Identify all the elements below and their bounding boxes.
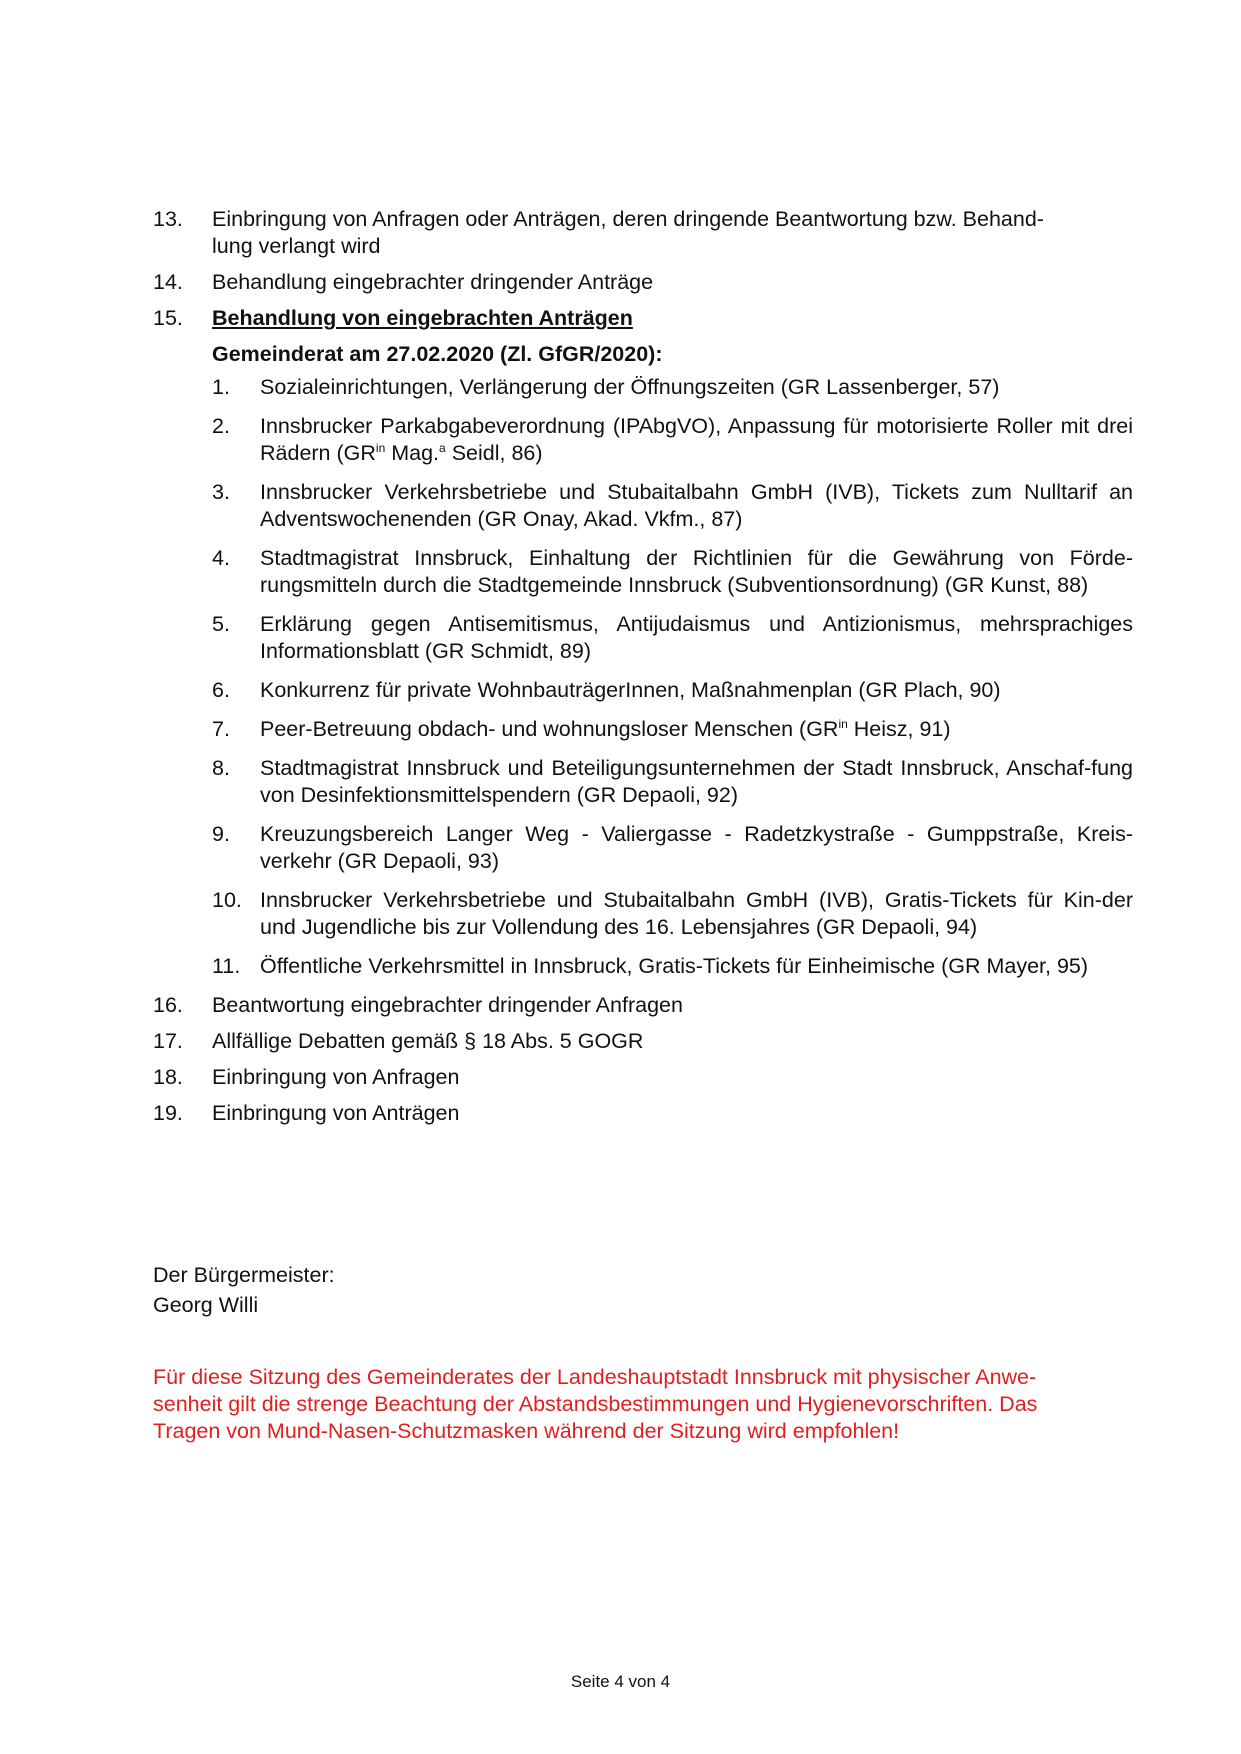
motion-item bbox=[212, 611, 1133, 665]
agenda-item-16 bbox=[153, 992, 1133, 1019]
motion-item bbox=[212, 821, 1133, 875]
agenda-text: Einbringung von Anfragen oder Anträgen, deren dringende Beantwortung bzw. Behand- lung verlangt wird bbox=[212, 207, 1044, 258]
agenda-number: 19. bbox=[153, 1101, 183, 1125]
motion-item bbox=[212, 374, 1133, 401]
signature-block bbox=[153, 1260, 335, 1320]
agenda-text: Einbringung von Anträgen bbox=[212, 1101, 460, 1125]
agenda-text: Beantwortung eingebrachter dringender Anfragen bbox=[212, 993, 683, 1017]
motion-text: Konkurrenz für private WohnbauträgerInnen, Maßnahmenplan (GR Plach, 90) bbox=[260, 678, 1001, 702]
agenda-number: 18. bbox=[153, 1065, 183, 1089]
agenda-item-14 bbox=[153, 269, 1133, 296]
agenda-number: 13. bbox=[153, 207, 183, 231]
agenda-number: 16. bbox=[153, 993, 183, 1017]
motion-number: 6. bbox=[212, 678, 230, 702]
signature-name: Georg Willi bbox=[153, 1293, 259, 1317]
agenda-heading: Behandlung von eingebrachten Anträgen bbox=[212, 306, 633, 330]
motion-number: 9. bbox=[212, 822, 230, 846]
agenda-number: 15. bbox=[153, 306, 183, 330]
motion-text: Sozialeinrichtungen, Verlängerung der Öffnungszeiten (GR Lassenberger, 57) bbox=[260, 375, 1000, 399]
motion-number: 5. bbox=[212, 612, 230, 636]
motion-number: 2. bbox=[212, 414, 230, 438]
motion-item bbox=[212, 677, 1133, 704]
motion-text: Innsbrucker Verkehrsbetriebe und Stubaitalbahn GmbH (IVB), Tickets zum Nulltarif an Adventswochenenden (GR Onay, Akad. Vkfm., 87) bbox=[260, 480, 1133, 531]
agenda-text: Behandlung eingebrachter dringender Anträge bbox=[212, 270, 654, 294]
motion-text: Erklärung gegen Antisemitismus, Antijudaismus und Antizionismus, mehrsprachiges Informationsblatt (GR Schmidt, 89) bbox=[260, 612, 1133, 663]
motion-item bbox=[212, 545, 1133, 599]
motion-list bbox=[212, 374, 1133, 980]
hygiene-notice: Für diese Sitzung des Gemeinderates der Landeshauptstadt Innsbruck mit physischer Anwe-senheit gilt die strenge Beachtung der Abstandsbestimmungen und Hygienevorschriften. Das Tragen von Mund-Nasen-Schutzmasken während der Sitzung wird empfohlen! bbox=[153, 1365, 1038, 1443]
motion-number: 1. bbox=[212, 375, 230, 399]
motion-item bbox=[212, 755, 1133, 809]
motion-text: Öffentliche Verkehrsmittel in Innsbruck, Gratis-Tickets für Einheimische (GR Mayer, 95) bbox=[260, 954, 1089, 978]
agenda-item-19 bbox=[153, 1100, 1133, 1127]
motion-item bbox=[212, 716, 1133, 743]
agenda-item-15 bbox=[153, 305, 1133, 332]
motion-number: 8. bbox=[212, 756, 230, 780]
agenda-item-17 bbox=[153, 1028, 1133, 1055]
motion-item bbox=[212, 887, 1133, 941]
motion-text: Kreuzungsbereich Langer Weg - Valiergasse - Radetzkystraße - Gumppstraße, Kreis-verkehr (GR Depaoli, 93) bbox=[260, 822, 1133, 873]
motion-number: 11. bbox=[212, 954, 241, 978]
agenda-text: Einbringung von Anfragen bbox=[212, 1065, 460, 1089]
motion-text: Peer-Betreuung obdach- und wohnungsloser Menschen ($GR^{in}$ Heisz, 91) bbox=[260, 716, 951, 741]
page-number: Seite 4 von 4 bbox=[570, 1672, 671, 1691]
agenda-number: 17. bbox=[153, 1029, 183, 1053]
motion-number: 10. bbox=[212, 888, 242, 912]
motion-text: Innsbrucker Verkehrsbetriebe und Stubaitalbahn GmbH (IVB), Gratis-Tickets für Kin-der und Jugendliche bis zur Vollendung des 16. Lebensjahres (GR Depaoli, 94) bbox=[260, 888, 1133, 939]
motion-number: 7. bbox=[212, 717, 230, 741]
agenda-item-13 bbox=[153, 206, 1133, 260]
motion-item bbox=[212, 413, 1133, 467]
motion-item bbox=[212, 953, 1133, 980]
motion-number: 4. bbox=[212, 546, 230, 570]
agenda-text: Allfällige Debatten gemäß § 18 Abs. 5 GOGR bbox=[212, 1029, 644, 1053]
agenda-number: 14. bbox=[153, 270, 183, 294]
motion-number: 3. bbox=[212, 480, 230, 504]
motion-item bbox=[212, 479, 1133, 533]
agenda-item-18 bbox=[153, 1064, 1133, 1091]
agenda bbox=[153, 206, 1133, 1127]
motion-text: Stadtmagistrat Innsbruck und Beteiligungsunternehmen der Stadt Innsbruck, Anschaf-fung von Desinfektionsmittelspendern (GR Depaoli, 92) bbox=[260, 756, 1133, 807]
motion-text: Stadtmagistrat Innsbruck, Einhaltung der Richtlinien für die Gewährung von Förde-rungsmitteln durch die Stadtgemeinde Innsbruck (Subventionsordnung) (GR Kunst, 88) bbox=[260, 546, 1133, 597]
session-subtitle: Gemeinderat am 27.02.2020 (Zl. GfGR/2020): bbox=[212, 342, 663, 366]
signature-role: Der Bürgermeister: bbox=[153, 1263, 335, 1287]
motion-text: Innsbrucker Parkabgabeverordnung (IPAbgVO), Anpassung für motorisierte Roller mit drei Rädern ($GR^{in}$ Mag.$^a$ Seidl, 86) bbox=[260, 414, 1133, 465]
